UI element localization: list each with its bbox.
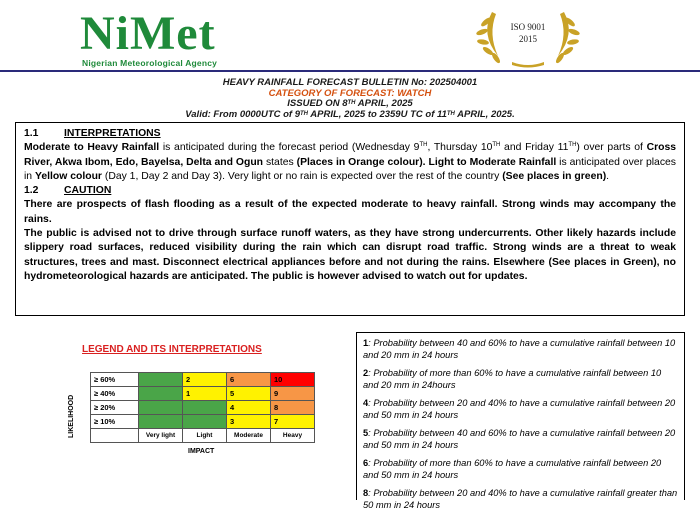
impact-column-label: Heavy — [271, 429, 315, 443]
risk-matrix-row — [91, 415, 315, 429]
impact-column-label: Moderate — [227, 429, 271, 443]
legend-title: LEGEND AND ITS INTERPRETATIONS — [82, 344, 262, 355]
empty-corner-cell — [91, 429, 139, 443]
validity-period: Valid: From 0000UTC of 9TH APRIL, 2025 to 2359U TC of 11TH APRIL, 2025. — [185, 108, 515, 120]
risk-cell — [139, 415, 183, 429]
logo-subtitle: Nigerian Meteorological Agency — [82, 58, 218, 68]
risk-matrix — [90, 372, 315, 443]
risk-matrix-footer — [91, 429, 315, 443]
caution-paragraph-1: There are prospects of flash flooding as a result of the expected moderate to heavy rainfall. Strong winds may accompany the rains. — [24, 199, 676, 225]
impact-column-label: Very light — [139, 429, 183, 443]
likelihood-label: ≥ 40% — [91, 387, 139, 401]
nimet-logo — [80, 6, 255, 68]
probability-item: 2: Probability of more than 60% to have a cumulative rainfall between 10 and 20 mm in 24hours — [363, 368, 662, 390]
caution-paragraph-2: The public is advised not to drive through surface runoff waters, as they have strong undercurrents. Other likely hazards include slippery road surfaces, reduced visibility during the rain which can disrupt road traffic. Strong winds are a threat to weak structures, trees and mast. Disconnect electrical appliances before and not during the rains. Elsewhere (See places in Green), no hydrometeorological hazards are anticipated. The public is however advised to watch out for updates. — [24, 228, 676, 282]
probability-item: 6: Probability of more than 60% to have a cumulative rainfall between 20 and 50 mm in 24 hours — [363, 458, 662, 480]
risk-cell: 1 — [183, 387, 227, 401]
impact-column-label: Light — [183, 429, 227, 443]
probability-descriptions — [356, 332, 685, 510]
interpretation-section — [15, 122, 685, 316]
likelihood-label: ≥ 20% — [91, 401, 139, 415]
likelihood-axis-label: LIKELIHOOD — [68, 394, 75, 438]
risk-cell — [183, 401, 227, 415]
likelihood-label: ≥ 60% — [91, 373, 139, 387]
bulletin-title: HEAVY RAINFALL FORECAST BULLETIN No: 202504001 — [222, 77, 478, 88]
risk-cell: 5 — [227, 387, 271, 401]
risk-matrix-row — [91, 387, 315, 401]
risk-matrix-row — [91, 401, 315, 415]
risk-cell: 9 — [271, 387, 315, 401]
section-heading-caution: 1.2 CAUTION — [24, 185, 112, 197]
risk-cell — [139, 387, 183, 401]
risk-cell: 6 — [227, 373, 271, 387]
header-divider — [0, 70, 700, 72]
iso-year: 2015 — [519, 34, 537, 44]
risk-cell: 3 — [227, 415, 271, 429]
interpretation-paragraph: Moderate to Heavy Rainfall is anticipated during the forecast period (Wednesday 9TH, Thursday 10TH and Friday 11TH) over parts of Cross River, Akwa Ibom, Edo, Bayelsa, Delta and Ogun states (Places in Orange colour). Light to Moderate Rainfall is anticipated over places in Yellow colour (Day 1, Day 2 and Day 3). Very light or no rain is expected over the rest of the country (See places in green). — [24, 142, 677, 182]
risk-cell: 2 — [183, 373, 227, 387]
iso-standard: ISO 9001 — [510, 22, 546, 32]
probability-item: 1: Probability between 40 and 60% to have a cumulative rainfall between 10 and 20 mm in 24 hours — [363, 338, 676, 360]
risk-cell: 10 — [271, 373, 315, 387]
section-heading-interpretations: 1.1 INTERPRETATIONS — [24, 128, 161, 139]
risk-cell: 8 — [271, 401, 315, 415]
risk-cell — [139, 373, 183, 387]
risk-cell: 7 — [271, 415, 315, 429]
logo-wordmark: NiMet — [80, 7, 216, 60]
probability-item: 8: Probability between 20 and 40% to have a cumulative rainfall greater than 50 mm in 24 hours — [363, 488, 678, 510]
forecast-category: CATEGORY OF FORECAST: WATCH — [268, 87, 432, 99]
risk-cell: 4 — [227, 401, 271, 415]
issued-date: ISSUED ON 8TH APRIL, 2025 — [287, 98, 413, 109]
likelihood-label: ≥ 10% — [91, 415, 139, 429]
impact-axis-label: IMPACT — [188, 448, 215, 455]
risk-cell — [183, 415, 227, 429]
page-header — [0, 0, 700, 78]
bulletin-titles — [0, 78, 700, 120]
iso-certification-seal — [452, 4, 604, 68]
probability-item: 5: Probability between 40 and 60% to have a cumulative rainfall between 20 and 50 mm in 24 hours — [363, 428, 676, 450]
risk-cell — [139, 401, 183, 415]
risk-matrix-row — [91, 373, 315, 387]
probability-item: 4: Probability between 20 and 40% to have a cumulative rainfall between 20 and 50 mm in 24 hours — [363, 398, 676, 420]
